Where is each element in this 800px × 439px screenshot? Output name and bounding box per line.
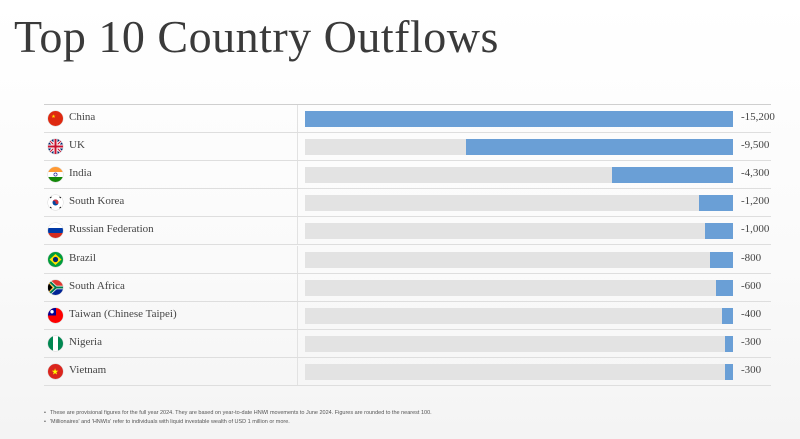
- south-korea-flag-icon: [48, 195, 63, 210]
- data-label: -300: [741, 335, 762, 348]
- data-label: -15,200: [741, 111, 775, 123]
- bar-track: [305, 139, 733, 155]
- bar-track: [305, 336, 733, 352]
- data-label: -1,200: [741, 195, 770, 208]
- category-label: Russian Federation: [69, 223, 154, 236]
- bar-track: [305, 195, 733, 211]
- bar: [722, 308, 733, 324]
- chart-row: [44, 358, 771, 386]
- column-divider: [297, 302, 298, 330]
- column-divider: [297, 330, 298, 358]
- brazil-flag-icon: [48, 252, 63, 267]
- data-label: -300: [741, 363, 762, 376]
- russia-flag-icon: [48, 223, 63, 238]
- nigeria-flag-icon: [48, 336, 63, 351]
- bar-track: [305, 167, 733, 183]
- data-label: -1,000: [741, 223, 770, 236]
- category-label: Nigeria: [69, 335, 102, 348]
- bar-track: [305, 252, 733, 268]
- taiwan-flag-icon: [48, 308, 63, 323]
- chart-row: [44, 217, 771, 245]
- chart-row: [44, 274, 771, 302]
- chart-row: [44, 105, 775, 133]
- svg-text:★: ★: [51, 367, 59, 378]
- column-divider: [297, 358, 298, 386]
- data-label: -600: [741, 279, 762, 292]
- bar: [699, 195, 733, 211]
- bar-track: [305, 364, 733, 380]
- footnote: • 'Millionaires' and 'HNWIs' refer to individuals with liquid investable wealth of USD 1 million or more.: [44, 418, 764, 427]
- vietnam-flag-icon: [48, 364, 63, 379]
- bar: [716, 280, 733, 296]
- page-title: Top 10 Country Outflows: [14, 11, 499, 62]
- column-divider: [297, 217, 298, 245]
- category-label: South Korea: [69, 195, 125, 208]
- row-separator: [44, 385, 771, 386]
- bar-track: [305, 223, 733, 239]
- bar: [612, 167, 733, 183]
- footnote: • These are provisional figures for the full year 2024. They are based on year-to-date HNWI movements to June 2024. Figures are rounded to the nearest 100.: [44, 409, 764, 418]
- bar-track: [305, 280, 733, 296]
- svg-text:★: ★: [51, 114, 56, 120]
- bar-track: [305, 111, 733, 127]
- category-label: Taiwan (Chinese Taipei): [69, 307, 177, 320]
- category-label: Brazil: [69, 251, 96, 264]
- chart-row: [44, 302, 771, 330]
- category-label: China: [69, 111, 96, 123]
- category-label: Vietnam: [69, 363, 107, 376]
- category-label: India: [69, 167, 92, 180]
- data-label: -800: [741, 251, 762, 264]
- data-label: -4,300: [741, 167, 770, 180]
- chart-row: [44, 161, 771, 189]
- data-label: -9,500: [741, 139, 770, 152]
- category-label: South Africa: [69, 279, 125, 292]
- column-divider: [297, 189, 298, 217]
- column-divider: [297, 274, 298, 302]
- india-flag-icon: [48, 167, 63, 182]
- south-africa-flag-icon: [48, 280, 63, 295]
- bar: [710, 252, 733, 268]
- chart-row: [44, 189, 771, 217]
- footnotes: [44, 409, 764, 427]
- data-label: -400: [741, 307, 762, 320]
- china-flag-icon: [48, 111, 63, 126]
- column-divider: [297, 133, 298, 161]
- column-divider: [297, 105, 298, 133]
- bar: [466, 139, 734, 155]
- uk-flag-icon: [48, 139, 63, 154]
- bar-track: [305, 308, 733, 324]
- chart-row: [44, 330, 771, 358]
- column-divider: [297, 161, 298, 189]
- category-label: UK: [69, 139, 85, 152]
- bar: [725, 364, 733, 380]
- chart-row: [44, 246, 771, 274]
- bar: [305, 111, 733, 127]
- bar: [705, 223, 733, 239]
- bar: [725, 336, 733, 352]
- outflows-bar-chart: [44, 104, 775, 386]
- column-divider: [297, 246, 298, 274]
- chart-row: [44, 133, 771, 161]
